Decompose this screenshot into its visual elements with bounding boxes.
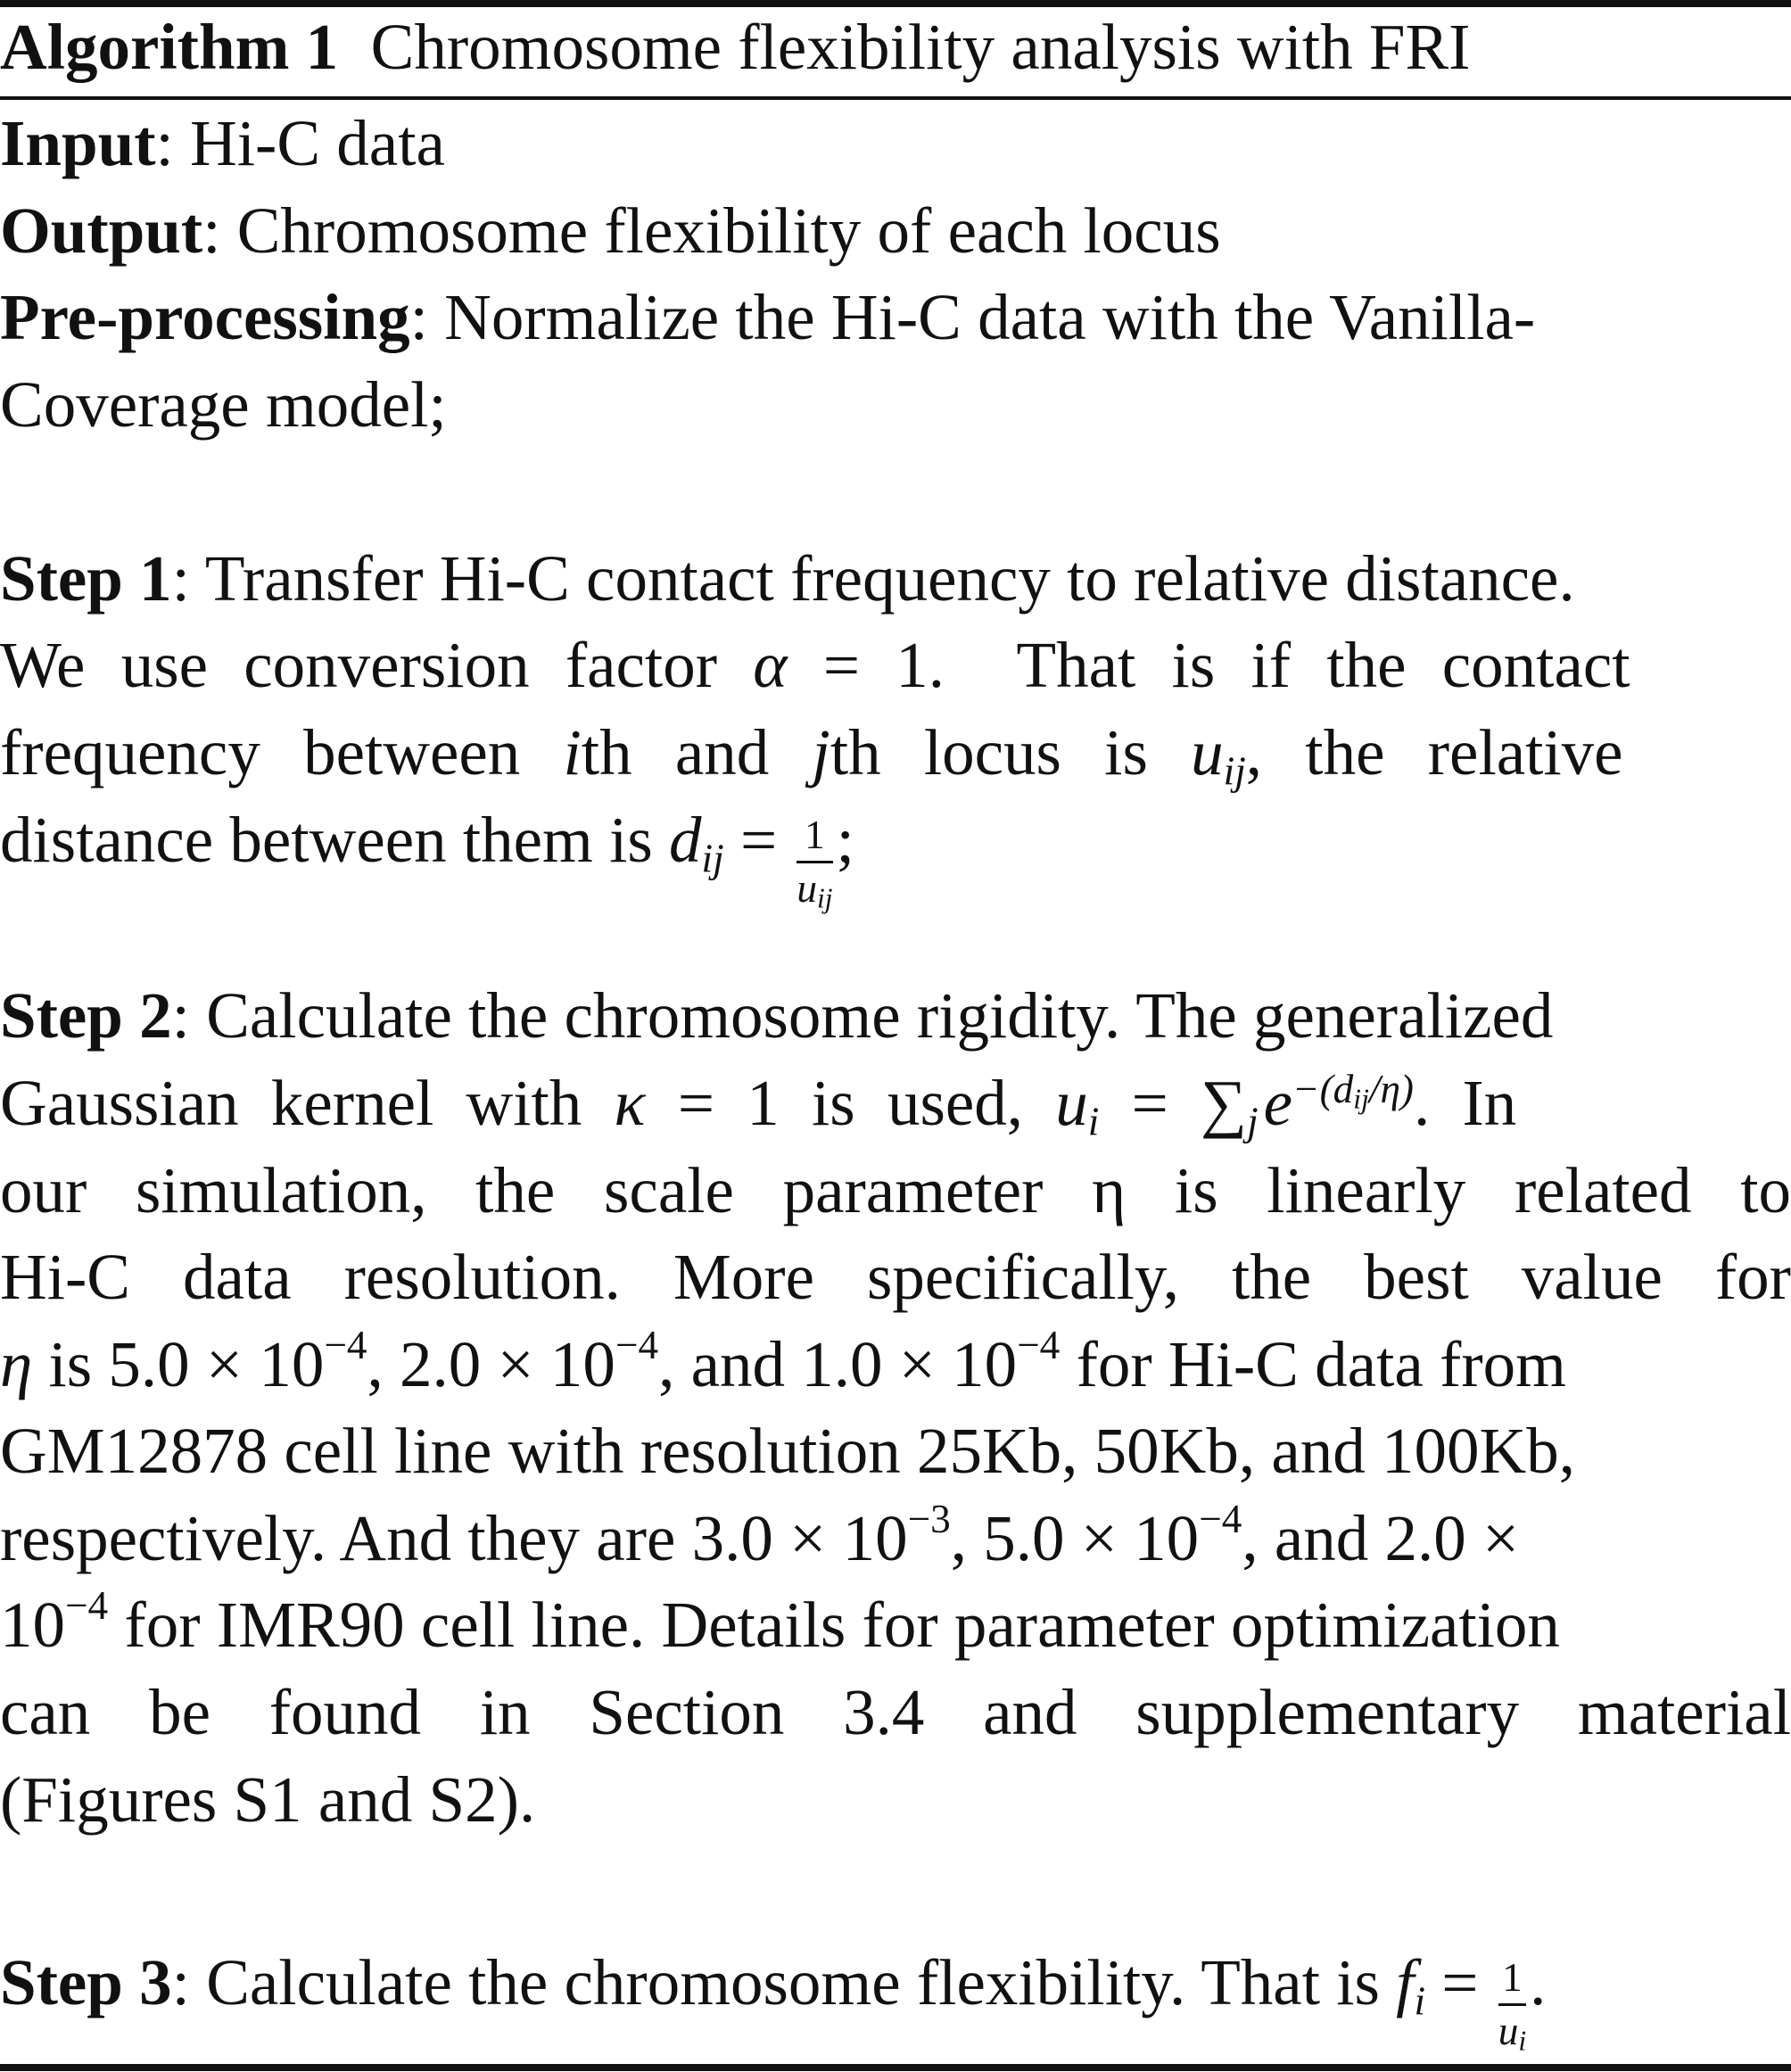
bottom-rule [0,2064,1791,2071]
step2-line-10 [0,1756,535,1844]
step1-text-2c: That is if the contact [1016,629,1630,701]
step1-line-1 [0,535,1575,623]
e-symbol: e [1263,1067,1293,1139]
step2-text-10: (Figures S1 and S2). [0,1763,536,1836]
u-symbol: u [1191,716,1224,788]
step1-line-2 [0,622,1630,709]
fraction-denominator [796,863,833,914]
step2-text-8a: 10 [0,1589,65,1661]
equals-sign: = [1425,1946,1495,2018]
step1-text-4a: distance between them is [0,804,653,876]
step2-line-8 [0,1581,1560,1669]
output-text: : Chromosome flexibility of each locus [202,194,1221,267]
step2-line-2 [0,1060,1516,1156]
j-symbol: j [812,716,830,788]
step2-line-5 [0,1321,1566,1408]
step2-line-9 [0,1669,1791,1756]
i-subscript: i [1087,1099,1100,1144]
preprocessing-label: Pre-processing [0,281,410,353]
fraction-numerator: 1 [1498,1958,1526,2006]
step2-line-3 [0,1147,1791,1234]
step2-text-6: GM12878 cell line with resolution 25Kb, 50Kb, and 100Kb, [0,1415,1576,1487]
eta-symbol: η [0,1328,33,1400]
step1-line-3 [0,709,1623,797]
step2-text-2c: . In [1413,1067,1517,1139]
u-symbol: u [1055,1067,1088,1139]
fraction-numerator: 1 [796,815,832,863]
exponent: −4 [1017,1323,1061,1368]
preprocessing-text-2: Coverage model; [0,368,447,441]
input-label: Input [0,107,156,179]
step2-text-5b: is 5.0 × 10 [32,1328,325,1400]
i-subscript: i [1518,2025,1527,2057]
output-label: Output [0,194,203,267]
step1-text-2b: = 1. [822,629,945,701]
exponent: −3 [907,1497,951,1542]
step1-text-3c: th locus is [829,716,1148,788]
ij-subscript: ij [1353,1083,1369,1115]
step2-text-7c: , and 2.0 × [1242,1502,1520,1574]
step1-text-1: : Transfer Hi-C contact frequency to relative distance. [171,542,1575,615]
distance-fraction [796,812,833,914]
step1-text-3b: th and [581,716,770,788]
step2-label: Step 2 [0,979,172,1052]
step2-line-7 [0,1495,1519,1582]
step2-line-1 [0,972,1553,1060]
input-line [0,100,445,187]
exponent: −4 [1199,1497,1242,1542]
preprocessing-line [0,274,1535,361]
step2-text-7a: respectively. And they are 3.0 × 10 [0,1502,908,1574]
algorithm-title: Chromosome flexibility analysis with FRI [370,11,1471,83]
step3-label: Step 3 [0,1946,172,2018]
fraction-denominator [1498,2006,1527,2057]
exponent: −4 [65,1583,109,1629]
step2-text-3: our simulation, the scale parameter η is linearly related to [0,1154,1791,1226]
step2-text-7b: , 5.0 × 10 [950,1502,1200,1574]
exponent: −4 [324,1323,367,1368]
step2-text-9: can be found in Section 3.4 and supplementary material [0,1676,1791,1748]
step1-text-3a: frequency between [0,716,521,788]
equals-sign: = [723,804,794,876]
i-symbol: i [563,716,582,788]
step2-text-8b: for IMR90 cell line. Details for parameter optimization [108,1589,1560,1661]
kernel-exponent [1292,1067,1414,1115]
preprocessing-text: : Normalize the Hi-C data with the Vanilla- [409,281,1536,353]
step2-text-5c: , 2.0 × 10 [367,1328,615,1400]
kappa-symbol: κ [614,1067,646,1139]
input-text: : Hi-C data [155,107,445,179]
exponent: −4 [615,1323,659,1368]
step1-line-4 [0,797,854,914]
step1-text-2a: We use conversion factor [0,629,718,701]
step2-text-2b: = 1 is used, [677,1067,1024,1139]
output-line [0,187,1221,275]
step2-text-5d: , and 1.0 × 10 [658,1328,1018,1400]
step1-label: Step 1 [0,542,172,615]
step2-line-6 [0,1407,1575,1495]
j-subscript: j [1247,1099,1259,1144]
exponent-part: −(d [1292,1067,1354,1112]
step2-text-5e: for Hi-C data from [1060,1328,1566,1400]
step2-text-4: Hi-C data resolution. More specifically, the best value for [0,1241,1791,1313]
i-subscript: i [1414,1978,1426,2024]
period: . [1530,1946,1547,2018]
u-symbol: u [796,866,817,912]
f-symbol: f [1396,1946,1415,2018]
step1-text-3d: , the relative [1245,716,1623,788]
step3-text: : Calculate the chromosome flexibility. That is [171,1946,1380,2018]
step2-text-1: : Calculate the chromosome rigidity. The generalized [171,979,1554,1052]
exponent-part: /η) [1368,1067,1414,1112]
flexibility-fraction [1498,1954,1527,2057]
ij-subscript: ij [817,882,833,914]
ij-subscript: ij [1223,748,1246,794]
semicolon: ; [836,804,854,876]
sum-symbol: ∑ [1201,1067,1248,1139]
step2-text-2a: Gaussian kernel with [0,1067,582,1139]
alpha-symbol: α [753,629,788,701]
step3-line [0,1939,1547,2057]
ij-subscript: ij [701,836,724,881]
u-symbol: u [1498,2009,1519,2054]
d-symbol: d [669,804,702,876]
step2-line-4 [0,1234,1791,1321]
algorithm-header [0,4,1471,91]
algorithm-label: Algorithm 1 [0,11,339,83]
preprocessing-line-2 [0,361,447,449]
equals-sign: = [1131,1067,1168,1139]
